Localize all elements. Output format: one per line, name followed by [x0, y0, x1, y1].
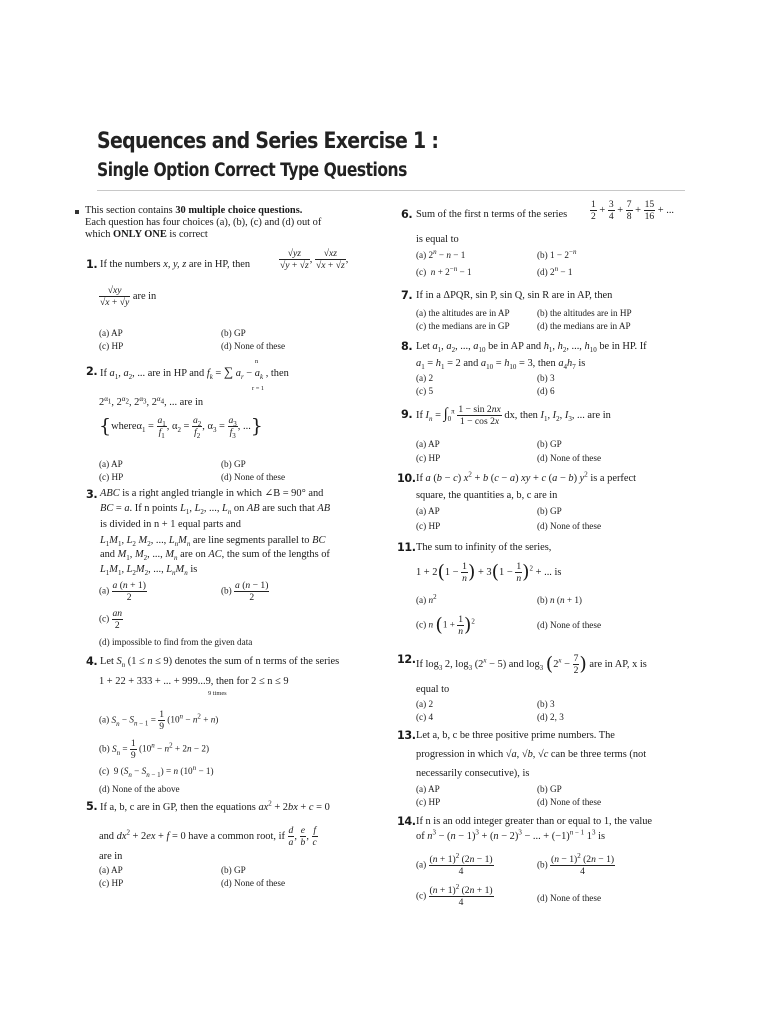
question-number: 5. — [86, 800, 98, 813]
question-text: are on — [180, 549, 206, 560]
intro-emphasis: ONLY ONE — [113, 229, 167, 240]
option-b[interactable]: (b) $\frac{a (n - 1)}{2}$ — [221, 580, 269, 603]
option-a[interactable]: (a) $\frac{(n + 1)^2 (2n - 1)}{4}$ — [416, 851, 493, 877]
intro-text: This section contains — [85, 205, 173, 216]
question-text: is divided in n + 1 equal parts and — [100, 519, 241, 530]
question-text: are in — [179, 397, 204, 408]
question-text: The sum to infinity of the series, — [416, 542, 552, 553]
question-text: are in AP, x is — [589, 658, 647, 670]
question-text: , the sum of the lengths of — [221, 549, 330, 560]
option-b[interactable]: (b) $\frac{(n - 1)^2 (2n - 1)}{4}$ — [537, 851, 615, 877]
question-text: dx, then — [504, 409, 538, 421]
question-text: necessarily consecutive), is — [416, 768, 530, 779]
question-text: Let — [100, 656, 114, 667]
option-a[interactable]: (a) AP — [99, 865, 123, 875]
option-c[interactable]: (c) HP — [416, 797, 441, 807]
question-text: are in — [587, 409, 611, 421]
option-d[interactable]: (d) None of these — [537, 521, 602, 531]
question-text: equal to — [416, 684, 450, 695]
question-number: 3. — [86, 488, 98, 501]
intro-text: which — [85, 229, 111, 240]
question-text: If — [416, 658, 423, 670]
bullet-icon — [75, 210, 79, 214]
option-c[interactable]: (c) 5 — [416, 386, 434, 396]
question-text: Let a, b, c be three positive prime numbers. The — [416, 730, 615, 741]
option-d[interactable]: (d) None of these — [221, 472, 286, 482]
equation: 1 + 2(1 − $\frac{1}{n}$ ) + 3(1 − $\frac{1}{n}$ )$^2$ + ... is — [416, 561, 562, 584]
option-b[interactable]: (b) GP — [537, 439, 562, 449]
equation: $\frac{√xy}{√x + √y}$ are in — [100, 285, 157, 308]
option-c[interactable]: (c) $\frac{an}{2}$ — [99, 608, 123, 631]
option-a[interactable]: (a) $S_n - S_{n - 1}$ = $\frac{1}{9}$ $(10^n - n^2 + n)$ — [99, 709, 219, 732]
question-number: 12. — [397, 653, 416, 666]
option-c[interactable]: (c) HP — [416, 453, 441, 463]
question-text: is equal to — [416, 234, 459, 245]
question-text: is — [190, 564, 198, 575]
option-b[interactable]: (b) $S_n$ = $\frac{1}{9}$ $(10^n - n^2 + 2n - 2)$ — [99, 738, 210, 761]
option-a[interactable]: (a) AP — [416, 506, 440, 516]
option-a[interactable]: (a) 2 — [416, 699, 434, 709]
question-text: be in HP. If — [599, 341, 647, 352]
question-text: is — [598, 831, 606, 842]
option-d[interactable]: (d) the medians are in AP — [537, 321, 631, 331]
exercise-title: Sequences and Series Exercise 1 : — [97, 129, 439, 154]
option-d[interactable]: (d) $2^n - 1$ — [537, 264, 573, 277]
question-text: denotes the sum of n terms of the series — [174, 656, 340, 667]
question-number: 6. — [401, 208, 413, 221]
option-c[interactable]: (c) $n + 2^{-n} - 1$ — [416, 264, 472, 277]
question-text: If — [100, 368, 107, 379]
option-d[interactable]: (d) None of these — [537, 893, 602, 903]
option-a[interactable]: (a) AP — [99, 459, 123, 469]
option-b[interactable]: (b) GP — [221, 865, 246, 875]
question-text: square, the quantities a, b, c are in — [416, 490, 558, 501]
option-c[interactable]: (c) 4 — [416, 712, 434, 722]
intro-count: 30 multiple choice questions. — [175, 205, 303, 216]
option-c[interactable]: (c) the medians are in GP — [416, 321, 510, 331]
option-c[interactable]: (c) HP — [99, 878, 124, 888]
equation: $\frac{1}{2}$ + $\frac{3}{4}$ + $\frac{7}{8}$ + $\frac{15}{16}$ + ... — [591, 199, 675, 222]
question-text: Let — [416, 341, 430, 352]
question-number: 1. — [86, 258, 98, 271]
question-number: 14. — [397, 815, 416, 828]
option-b[interactable]: (b) the altitudes are in HP — [537, 308, 632, 318]
question-text: and — [100, 549, 116, 560]
option-d[interactable]: (d) None of the above — [99, 784, 180, 794]
question-text: is a right angled triangle in which ∠B = 90° and — [122, 488, 324, 499]
intro-text: Each question has four choices (a), (b), (c) and (d) out of — [85, 217, 322, 228]
question-number: 13. — [397, 729, 416, 742]
question-text: are in HP and — [147, 368, 205, 379]
question-text: + ... is — [535, 566, 562, 578]
question-text: have a common root, if — [188, 830, 285, 842]
exercise-subtitle: Single Option Correct Type Questions — [97, 160, 407, 181]
question-text: If — [416, 409, 423, 421]
option-a[interactable]: (a) AP — [416, 784, 440, 794]
question-number: 8. — [401, 340, 413, 353]
question-number: 11. — [397, 541, 416, 554]
underbrace-label: 9 times — [208, 690, 227, 697]
question-text: and — [99, 830, 115, 842]
question-number: 7. — [401, 289, 413, 302]
equation: $\frac{√yz}{√y + √z}$ , $\frac{√xz}{√x + √z}$ , — [280, 248, 349, 271]
option-a[interactable]: (a) AP — [416, 439, 440, 449]
option-a[interactable]: (a) the altitudes are in AP — [416, 308, 510, 318]
question-text: progression in which — [416, 749, 504, 760]
question-text: are in — [99, 851, 123, 862]
question-text: be in AP and — [488, 341, 542, 352]
option-b[interactable]: (b) GP — [537, 784, 562, 794]
option-d[interactable]: (d) None of these — [221, 341, 286, 351]
option-b[interactable]: (b) GP — [221, 459, 246, 469]
header-divider — [97, 190, 685, 191]
question-text: are in — [132, 290, 157, 302]
question-text: If in a ΔPQR, sin P, sin Q, sin R are in AP, then — [416, 290, 613, 301]
option-a[interactable]: (a) $n^2$ — [416, 592, 437, 605]
question-number: 4. — [86, 655, 98, 668]
question-text: If the numbers — [100, 259, 161, 270]
question-text: are such that — [262, 503, 315, 514]
option-c[interactable]: (c) n (1 + $\frac{1}{n}$ )$^2$ — [416, 614, 475, 637]
option-b[interactable]: (b) GP — [221, 328, 246, 338]
question-text: Sum of the first n terms of the series — [416, 209, 568, 220]
question-text: can be three terms (not — [550, 749, 647, 760]
option-c[interactable]: (c) HP — [99, 472, 124, 482]
question-text: If n points — [134, 503, 178, 514]
option-d[interactable]: (d) 2, 3 — [537, 712, 564, 722]
question-number: 2. — [86, 365, 98, 378]
option-b[interactable]: (b) $1 - 2^{-n}$ — [537, 247, 577, 260]
question-text: are in HP, then — [188, 259, 251, 270]
question-text: If a, b, c are in GP, then the equations — [100, 802, 256, 813]
question-number: 9. — [401, 408, 413, 421]
question-text: is a perfect — [590, 473, 636, 484]
option-b[interactable]: (b) GP — [537, 506, 562, 516]
question-text: are line segments parallel to — [192, 535, 310, 546]
option-a[interactable]: (a) 2 — [416, 373, 434, 383]
option-a[interactable]: (a) $\frac{a (n + 1)}{2}$ — [99, 580, 146, 603]
option-b[interactable]: (b) 3 — [537, 373, 555, 383]
question-number: 10. — [397, 472, 416, 485]
question-text: If n is an odd integer greater than or equal to 1, the value — [416, 816, 653, 827]
option-b[interactable]: (b) 3 — [537, 699, 555, 709]
intro-text: is correct — [169, 229, 208, 240]
option-d[interactable]: (d) None of these — [537, 453, 602, 463]
option-d[interactable]: (d) None of these — [221, 878, 286, 888]
option-a[interactable]: (a) AP — [99, 328, 123, 338]
option-b[interactable]: (b) n (n + 1) — [537, 595, 582, 605]
question-text: , then — [265, 368, 289, 379]
option-c[interactable]: (c) 9 $(S_n - S_{n - 1}) = n$ $(10^n - 1)$ — [99, 763, 214, 779]
option-c[interactable]: (c) $\frac{(n + 1)^2 (2n + 1)}{4}$ — [416, 882, 493, 908]
option-d[interactable]: (d) 6 — [537, 386, 555, 396]
option-a[interactable]: (a) $2^n - n - 1$ — [416, 247, 466, 260]
option-c[interactable]: (c) HP — [416, 521, 441, 531]
question-text: where — [111, 420, 137, 432]
option-d[interactable]: (d) impossible to find from the given data — [99, 637, 253, 647]
option-d[interactable]: (d) None of these — [537, 620, 602, 630]
equation: {whereα$_1$ = $\frac{a_1}{f_1}$ , $\alpha_2$ = $\frac{a_2}{f_2}$ , $\alpha_3$ = $\frac{a_3}{f_3}$ , ...} — [99, 415, 263, 440]
option-c[interactable]: (c) HP — [99, 341, 124, 351]
option-d[interactable]: (d) None of these — [537, 797, 602, 807]
question-text: , then for 2 ≤ n ≤ 9 — [210, 676, 289, 687]
question-text: on — [233, 503, 245, 514]
